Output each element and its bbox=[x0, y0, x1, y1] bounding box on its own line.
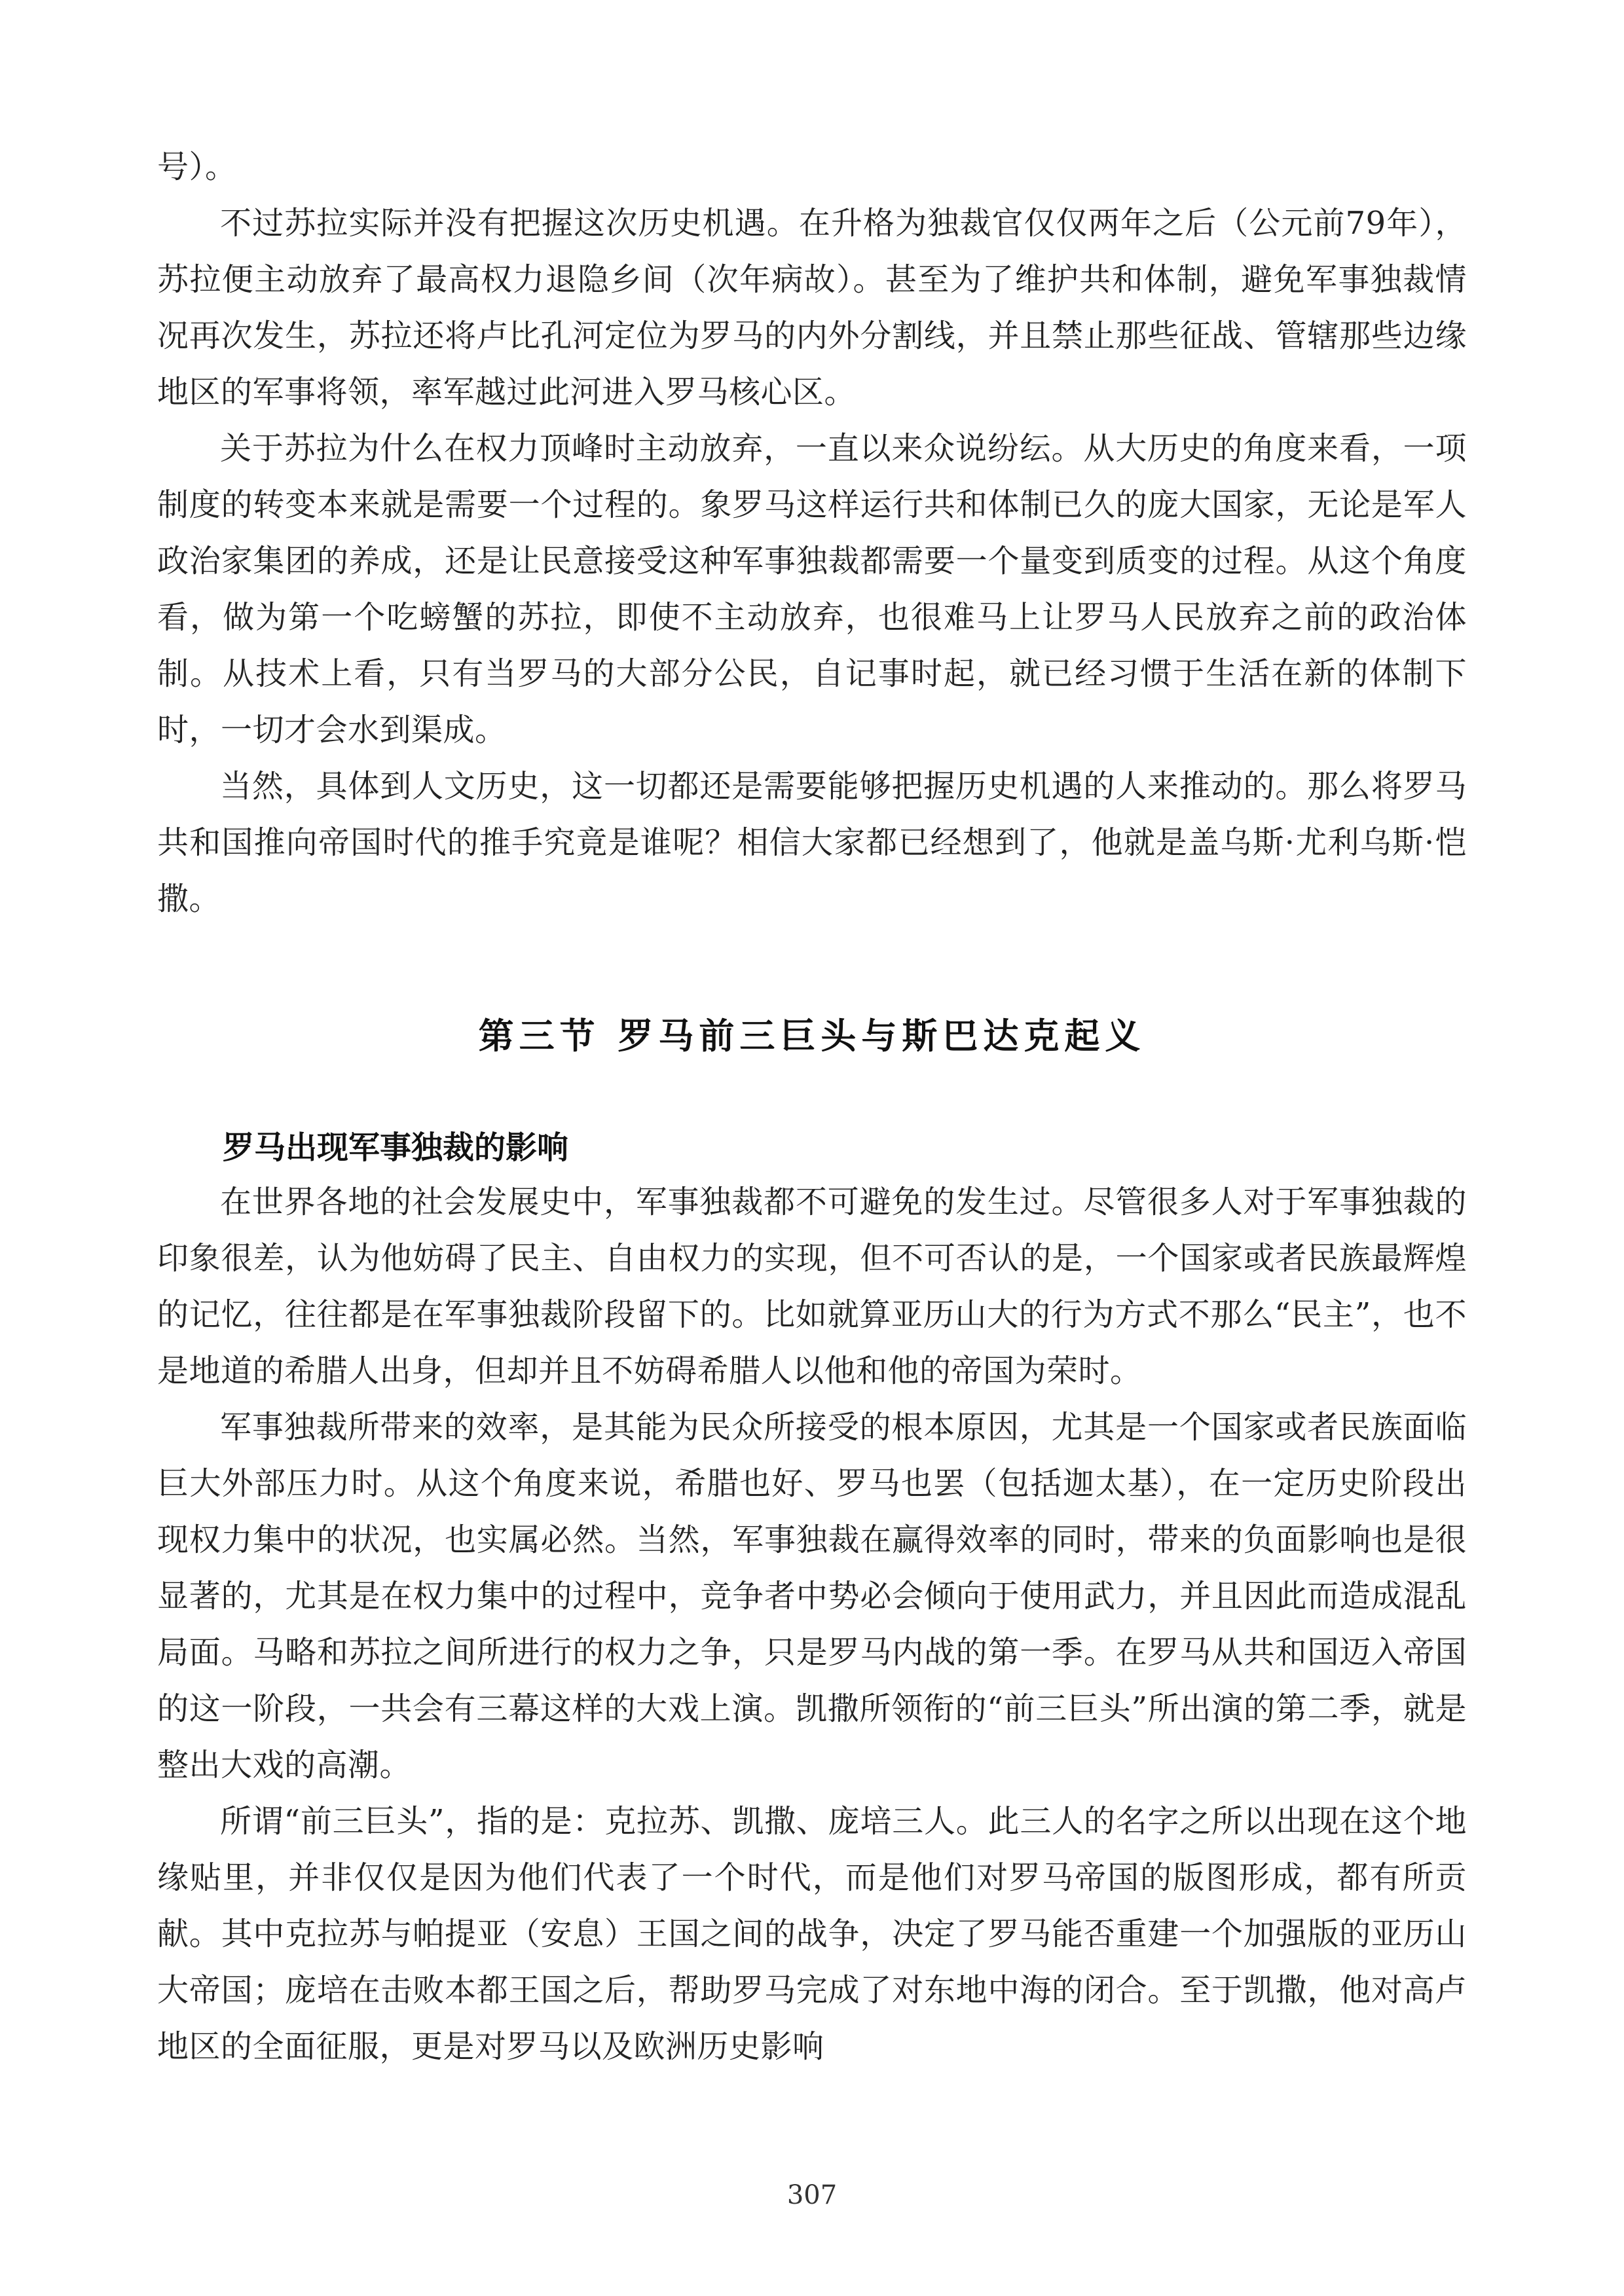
body-text-bottom bbox=[157, 1174, 1467, 2075]
paragraph: 所谓“前三巨头”，指的是：克拉苏、凯撒、庞培三人。此三人的名字之所以出现在这个地缘贴里，并非仅仅是因为他们代表了一个时代，而是他们对罗马帝国的版图形成，都有所贡献。其中克拉苏与帕提亚（安息）王国之间的战争，决定了罗马能否重建一个加强版的亚历山大帝国；庞培在击败本都王国之后，帮助罗马完成了对东地中海的闭合。至于凯撒，他对高卢地区的全面征服，更是对罗马以及欧洲历史影响 bbox=[157, 1803, 1467, 2065]
section-title: 第三节 罗马前三巨头与斯巴达克起义 bbox=[478, 1015, 1146, 1057]
page-number: 307 bbox=[786, 2180, 838, 2210]
paragraph: 不过苏拉实际并没有把握这次历史机遇。在升格为独裁官仅仅两年之后（公元前79年），苏拉便主动放弃了最高权力退隐乡间（次年病故）。甚至为了维护共和体制，避免军事独裁情况再次发生，苏拉还将卢比孔河定位为罗马的内外分割线，并且禁止那些征战、管辖那些边缘地区的军事将领，率军越过此河进入罗马核心区。 bbox=[157, 205, 1467, 410]
paragraph: 军事独裁所带来的效率，是其能为民众所接受的根本原因，尤其是一个国家或者民族面临巨大外部压力时。从这个角度来说，希腊也好、罗马也罢（包括迦太基），在一定历史阶段出现权力集中的状况，也实属必然。当然，军事独裁在赢得效率的同时，带来的负面影响也是很显著的，尤其是在权力集中的过程中，竞争者中势必会倾向于使用武力，并且因此而造成混乱局面。马略和苏拉之间所进行的权力之争，只是罗马内战的第一季。在罗马从共和国迈入帝国的这一阶段，一共会有三幕这样的大戏上演。凯撒所领衔的“前三巨头”所出演的第二季，就是整出大戏的高潮。 bbox=[157, 1409, 1467, 1783]
paragraph: 关于苏拉为什么在权力顶峰时主动放弃，一直以来众说纷纭。从大历史的角度来看，一项制度的转变本来就是需要一个过程的。象罗马这样运行共和体制已久的庞大国家，无论是军人政治家集团的养成，还是让民意接受这种军事独裁都需要一个量变到质变的过程。从这个角度看，做为第一个吃螃蟹的苏拉，即使不主动放弃，也很难马上让罗马人民放弃之前的政治体制。从技术上看，只有当罗马的大部分公民，自记事时起，就已经习惯于生活在新的体制下时，一切才会水到渠成。 bbox=[157, 430, 1467, 748]
body-text-top bbox=[157, 139, 1467, 927]
subsection-heading: 罗马出现军事独裁的影响 bbox=[223, 1129, 569, 1166]
paragraph: 当然，具体到人文历史，这一切都还是需要能够把握历史机遇的人来推动的。那么将罗马共和国推向帝国时代的推手究竟是谁呢？相信大家都已经想到了，他就是盖乌斯·尤利乌斯·恺撒。 bbox=[157, 768, 1467, 917]
paragraph: 在世界各地的社会发展史中，军事独裁都不可避免的发生过。尽管很多人对于军事独裁的印象很差，认为他妨碍了民主、自由权力的实现，但不可否认的是，一个国家或者民族最辉煌的记忆，往往都是在军事独裁阶段留下的。比如就算亚历山大的行为方式不那么“民主”，也不是地道的希腊人出身，但却并且不妨碍希腊人以他和他的帝国为荣时。 bbox=[157, 1184, 1467, 1389]
paragraph-continuation: 号）。 bbox=[157, 149, 237, 185]
